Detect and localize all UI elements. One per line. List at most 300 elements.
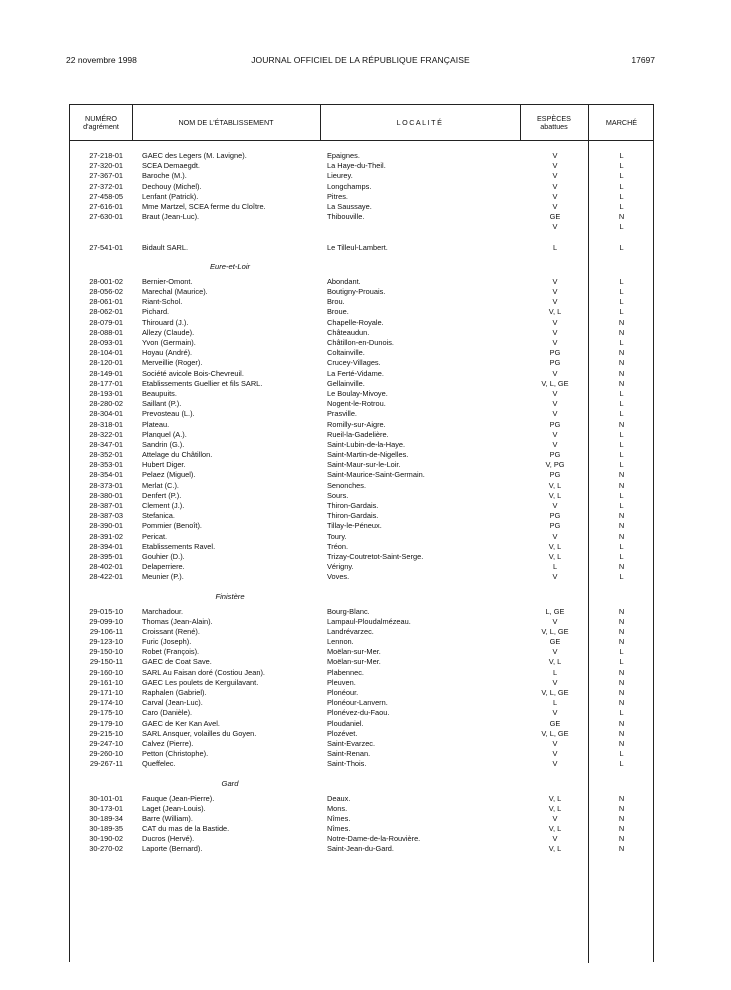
cell-nom: Ducros (Hervé). [142,834,195,844]
cell-marche: L [619,191,624,201]
cell-especes: PG [549,521,561,531]
cell-numero: 29-260-10 [89,749,123,759]
cell-localite: Toury. [327,531,347,541]
cell-nom: Barre (William). [142,813,193,823]
page-number: 17697 [631,55,655,65]
journal-title: JOURNAL OFFICIEL DE LA RÉPUBLIQUE FRANÇAISE [251,55,470,65]
cell-marche: L [619,171,624,181]
cell-marche: L [619,276,624,286]
cell-marche: N [618,419,625,429]
cell-nom: Raphalen (Gabriel). [142,688,207,697]
cell-numero: 27-218-01 [89,151,123,160]
table-row [70,698,653,708]
cell-marche: L [619,551,624,561]
cell-especes: V, L [548,844,562,854]
table-row [70,358,653,368]
cell-especes: V [552,317,558,327]
cell-marche: N [618,834,625,844]
cell-marche: L [619,429,624,439]
header-date: 22 novembre 1998 [66,55,137,65]
cell-numero: 28-280-02 [89,399,123,409]
cell-nom: Attelage du Châtillon. [142,450,213,460]
table-row [70,161,653,171]
cell-nom: Carval (Jean-Luc). [142,698,203,708]
cell-nom: Laporte (Bernard). [142,844,203,854]
table-row [70,678,653,688]
cell-localite: Nîmes. [327,824,351,834]
cell-localite: Sours. [327,490,349,500]
cell-numero: 28-395-01 [89,551,123,561]
cell-localite: Saint-Thois. [327,759,367,769]
cell-marche: N [618,718,625,728]
cell-localite: Romilly-sur-Aigre. [327,419,386,429]
cell-localite: Crucey-Villages. [327,358,381,368]
table-row [70,481,653,491]
table-row [70,328,653,338]
cell-nom: Pericat. [142,531,168,541]
cell-nom: Calvez (Pierre). [142,738,194,748]
cell-marche: N [618,688,625,697]
cell-numero: 29-179-10 [89,718,123,728]
cell-marche: N [618,470,625,480]
cell-localite: Tréon. [327,541,349,551]
cell-localite: Plonéour-Lanvern. [327,698,388,708]
table-header [70,105,653,141]
cell-localite: Plonéour. [327,688,359,697]
table-row [70,617,653,627]
cell-localite: Tillay-le-Péneux. [327,521,382,531]
cell-marche: N [618,824,625,834]
cell-especes: V, PG [545,460,565,470]
section-title: Gard [221,778,239,788]
cell-localite: Vérigny. [327,562,354,572]
cell-marche: N [618,616,625,626]
table-row [70,409,653,419]
cell-numero: 30-190-02 [89,834,123,844]
cell-marche: L [619,297,624,307]
table-row [70,759,653,769]
col-nom-label: NOM DE L'ÉTABLISSEMENT [178,118,274,127]
col-divider [320,105,321,141]
table-row [70,794,653,804]
cell-marche: L [619,307,624,317]
cell-marche: L [619,657,624,667]
cell-numero: 28-062-01 [89,307,123,317]
cell-marche: L [619,541,624,551]
cell-marche: L [619,708,624,718]
cell-nom: Pelaez (Miguel). [142,470,196,480]
cell-numero: 28-387-01 [89,501,123,510]
cell-nom: GAEC de Coat Save. [142,657,212,667]
cell-localite: La Saussaye. [327,201,372,211]
cell-numero: 28-352-01 [89,450,123,460]
cell-nom: Dechouy (Michel). [142,181,202,191]
table-row [70,202,653,212]
cell-especes: V [552,834,558,844]
cell-marche: N [618,480,625,490]
cell-localite: Le Tilleul-Lambert. [327,242,388,252]
cell-especes: PG [549,419,561,429]
cell-especes: PG [549,348,561,358]
cell-especes: V [552,297,558,307]
cell-numero: 27-320-01 [89,161,123,171]
cell-especes: V, L [548,307,562,317]
cell-marche: L [619,399,624,409]
cell-marche: N [618,637,625,647]
cell-marche: L [619,450,624,460]
cell-especes: V [552,738,558,748]
cell-marche: L [619,388,624,398]
cell-marche: N [618,562,625,572]
col-localite-label: LOCALITÉ [396,118,444,127]
cell-localite: Plonévez-du-Faou. [327,708,390,718]
cell-especes: L, GE [545,606,565,616]
cell-numero: 27-458-05 [89,191,123,201]
table-row [70,379,653,389]
cell-numero: 30-173-01 [89,803,123,813]
table-row [70,572,653,582]
cell-especes: V [552,708,558,718]
cell-especes: V, L [548,793,562,803]
cell-numero: 30-189-34 [89,813,123,823]
cell-marche: L [619,490,624,500]
cell-marche: L [619,201,624,211]
cell-nom: SCEA Demaegdt. [142,161,200,171]
cell-localite: Broue. [327,307,349,317]
cell-especes: V [552,647,558,657]
cell-numero: 29-247-10 [89,738,123,748]
cell-nom: Gouhier (D.). [142,551,185,561]
table-row [70,688,653,698]
cell-numero: 27-372-01 [89,181,123,191]
cell-especes: V, L [548,480,562,490]
cell-numero: 29-150-10 [89,647,123,657]
cell-numero: 28-093-01 [89,338,123,347]
cell-nom: Croissant (René). [142,626,200,636]
cell-numero: 28-354-01 [89,470,123,480]
cell-localite: La Haye-du-Theil. [327,161,386,171]
cell-localite: Senonches. [327,480,367,490]
cell-numero: 27-630-01 [89,212,123,222]
cell-numero: 28-322-01 [89,429,123,439]
cell-marche: N [618,606,625,616]
table-row [70,171,653,181]
col-nom [132,105,320,141]
cell-numero: 28-104-01 [89,348,123,358]
cell-numero: 29-106-11 [89,626,123,636]
cell-marche: N [618,793,625,803]
cell-marche: N [618,521,625,531]
table-row [70,521,653,531]
cell-numero: 28-402-01 [89,562,123,572]
cell-localite: Lennon. [327,637,354,647]
cell-numero: 28-390-01 [89,521,123,531]
cell-numero: 28-061-01 [89,297,123,307]
cell-nom: Plateau. [142,419,170,429]
cell-numero: 28-120-01 [89,358,123,368]
cell-numero: 28-001-02 [89,276,123,286]
table-row [70,814,653,824]
cell-nom: SARL Ansquer, volailles du Goyen. [142,728,257,738]
cell-localite: Trizay-Coutretot-Saint-Serge. [327,551,424,561]
table-row [70,430,653,440]
table-row [70,222,653,232]
cell-especes: L [552,667,558,677]
cell-localite: Notre-Dame-de-la-Rouvière. [327,834,421,844]
cell-nom: Yvon (Germain). [142,338,196,347]
col-divider [520,105,521,141]
section-heading [70,583,653,607]
table-row [70,420,653,430]
table-row [70,749,653,759]
cell-localite: Thiron-Gardais. [327,511,379,521]
table-row [70,627,653,637]
cell-nom: Pichard. [142,307,170,317]
cell-localite: Saint-Lubin-de-la-Haye. [327,439,406,449]
cell-especes: V [552,501,558,510]
cell-numero: 28-387-03 [89,511,123,521]
cell-especes: V [552,759,558,769]
cell-nom: Robet (François). [142,647,200,657]
cell-nom: Beaupuits. [142,388,177,398]
cell-especes: V, L, GE [541,626,569,636]
cell-numero: 28-056-02 [89,287,123,297]
cell-numero: 28-353-01 [89,460,123,470]
cell-especes: V [552,572,558,582]
cell-nom: Hoyau (André). [142,348,193,358]
cell-especes: PG [549,358,561,368]
table-row [70,307,653,317]
cell-localite: Saint-Jean-du-Gard. [327,844,394,854]
cell-localite: Saint-Renan. [327,749,371,759]
cell-nom: Meunier (P.). [142,572,184,582]
cell-marche: L [619,242,624,252]
cell-numero: 29-267-11 [89,759,123,769]
cell-marche: L [619,572,624,582]
cell-marche: N [618,358,625,368]
cell-localite: Abondant. [327,276,361,286]
cell-numero: 28-318-01 [89,419,123,429]
cell-nom: Laget (Jean-Louis). [142,803,206,813]
cell-numero: 28-422-01 [89,572,123,582]
cell-especes: V, L [548,824,562,834]
cell-numero: 30-101-01 [89,793,123,803]
col-numero-line2: d'agrément [83,122,119,131]
cell-especes: GE [549,637,561,647]
cell-especes: V [552,409,558,419]
cell-marche: N [618,378,625,388]
cell-localite: Ploudaniel. [327,718,364,728]
cell-nom: GAEC Les poulets de Kerguilavant. [142,677,259,687]
cell-localite: Moëlan-sur-Mer. [327,647,381,657]
cell-especes: PG [549,470,561,480]
cell-especes: V, L [548,803,562,813]
col-marche-label: MARCHÉ [605,118,638,127]
cell-marche: N [618,327,625,337]
cell-marche: N [618,531,625,541]
cell-nom: Marechal (Maurice). [142,287,208,297]
table-row [70,297,653,307]
table-row [70,834,653,844]
cell-numero: 29-175-10 [89,708,123,718]
cell-localite: Brou. [327,297,345,307]
cell-nom: Caro (Danièle). [142,708,193,718]
section-heading [70,253,653,277]
cell-nom: Denfert (P.). [142,490,182,500]
cell-nom: CAT du mas de la Bastide. [142,824,230,834]
table-row [70,552,653,562]
cell-numero: 30-189-35 [89,824,123,834]
cell-numero: 28-394-01 [89,541,123,551]
cell-especes: V, L [548,490,562,500]
cell-nom: Lenfant (Patrick). [142,191,199,201]
cell-localite: Saint-Martin-de-Nigelles. [327,450,409,460]
cell-localite: Plozévet. [327,728,358,738]
cell-nom: Riant-Schol. [142,297,183,307]
cell-nom: GAEC des Legers (M. Lavigne). [142,151,247,160]
cell-numero: 27-616-01 [89,201,123,211]
cell-marche: L [619,161,624,171]
cell-marche: L [619,501,624,510]
cell-nom: Mme Martzel, SCEA ferme du Cloître. [142,201,266,211]
cell-especes: V [552,161,558,171]
cell-localite: Moëlan-sur-Mer. [327,657,381,667]
cell-especes: GE [549,718,561,728]
cell-especes: V, L, GE [541,688,569,697]
cell-especes: V [552,327,558,337]
cell-nom: Etablissements Guellier et fils SARL. [142,378,263,388]
cell-especes: V [552,276,558,286]
table-row [70,657,653,667]
cell-especes: V [552,616,558,626]
table-row [70,511,653,521]
cell-numero: 27-367-01 [89,171,123,181]
cell-marche: L [619,151,624,160]
cell-numero: 28-373-01 [89,480,123,490]
cell-localite: Pitres. [327,191,348,201]
cell-especes: V [552,151,558,160]
cell-numero: 29-161-10 [89,677,123,687]
cell-localite: Rueil-la-Gadelière. [327,429,389,439]
cell-localite: Epaignes. [327,151,360,160]
cell-numero: 29-174-10 [89,698,123,708]
cell-marche: N [618,813,625,823]
cell-numero: 28-380-01 [89,490,123,500]
table-row [70,318,653,328]
table-row [70,647,653,657]
cell-especes: V, L [548,541,562,551]
table-row [70,399,653,409]
cell-especes: V [552,171,558,181]
cell-nom: Thomas (Jean-Alain). [142,616,213,626]
cell-especes: V [552,338,558,347]
cell-nom: Société avicole Bois-Chevreuil. [142,368,244,378]
table-row [70,708,653,718]
cell-localite: Longchamps. [327,181,372,191]
cell-marche: N [618,803,625,813]
cell-localite: Châtillon-en-Dunois. [327,338,394,347]
cell-numero: 28-347-01 [89,439,123,449]
cell-nom: Marchadour. [142,606,184,616]
cell-marche: N [618,698,625,708]
cell-especes: L [552,698,558,708]
table-row [70,637,653,647]
cell-localite: Châteaudun. [327,327,370,337]
cell-nom: Merveillie (Roger). [142,358,203,368]
table-row [70,460,653,470]
cell-localite: Deaux. [327,793,351,803]
cell-marche: N [618,511,625,521]
table-row [70,729,653,739]
cell-localite: Thibouville. [327,212,365,222]
cell-especes: L [552,562,558,572]
cell-marche: L [619,749,624,759]
cell-numero: 29-160-10 [89,667,123,677]
cell-localite: Nîmes. [327,813,351,823]
table-row [70,287,653,297]
cell-nom: Baroche (M.). [142,171,187,181]
cell-especes: GE [549,212,561,222]
table-row [70,719,653,729]
cell-especes: PG [549,511,561,521]
row-gap [70,233,653,243]
table-row [70,369,653,379]
table-row [70,440,653,450]
cell-localite: Pleuven. [327,677,356,687]
col-numero [70,105,132,141]
cell-especes: V, L [548,657,562,667]
cell-marche: L [619,338,624,347]
cell-especes: PG [549,450,561,460]
cell-localite: Chapelle-Royale. [327,317,384,327]
cell-marche: N [618,738,625,748]
cell-marche: N [618,212,625,222]
col-marche [588,105,655,141]
cell-marche: N [618,667,625,677]
cell-marche: L [619,439,624,449]
cell-nom: Planquel (A.). [142,429,187,439]
table-body [70,151,653,855]
cell-especes: V [552,677,558,687]
cell-localite: La Ferté-Vidame. [327,368,384,378]
table-row [70,562,653,572]
cell-especes: V [552,531,558,541]
cell-numero: 29-123-10 [89,637,123,647]
table-row [70,668,653,678]
cell-nom: Sandrin (G.). [142,439,185,449]
cell-especes: V [552,399,558,409]
cell-marche: L [619,647,624,657]
cell-especes: V [552,222,558,232]
page-header [66,55,655,69]
cell-numero: 29-150-11 [89,657,123,667]
table-row [70,277,653,287]
cell-numero: 28-149-01 [89,368,123,378]
cell-localite: Saint-Maurice-Saint-Germain. [327,470,425,480]
cell-marche: N [618,677,625,687]
cell-especes: V [552,191,558,201]
table-row [70,212,653,222]
cell-localite: Saint-Evarzec. [327,738,376,748]
cell-localite: Plabennec. [327,667,364,677]
cell-localite: Saint-Maur-sur-le-Loir. [327,460,401,470]
cell-localite: Landrévarzec. [327,626,374,636]
table-row [70,501,653,511]
cell-nom: Bernier-Omont. [142,276,193,286]
cell-marche: N [618,348,625,358]
cell-especes: V [552,749,558,759]
cell-nom: Allezy (Claude). [142,327,195,337]
